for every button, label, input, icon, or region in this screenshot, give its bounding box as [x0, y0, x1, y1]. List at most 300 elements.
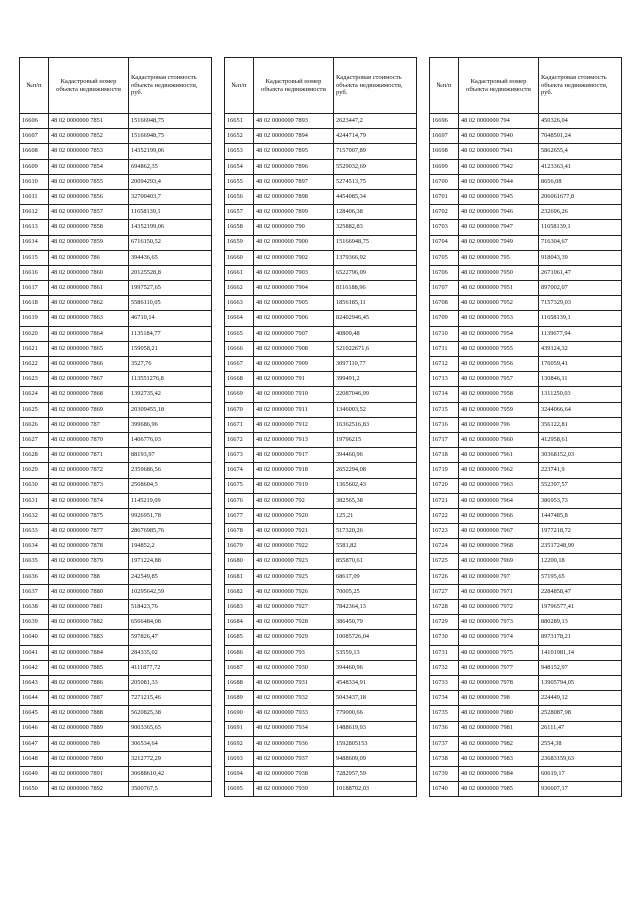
cell-num: 16722 [430, 508, 459, 523]
table-row [20, 736, 212, 751]
cell-cadastral-value: 224449,12 [539, 691, 622, 706]
cell-num: 16706 [430, 265, 459, 280]
cell-num: 16698 [430, 144, 459, 159]
table-row [225, 432, 417, 447]
table-row [20, 326, 212, 341]
cell-num: 16609 [20, 159, 49, 174]
table-row [430, 432, 622, 447]
cell-cadastral-value: 28676985,76 [129, 524, 212, 539]
table-row [430, 402, 622, 417]
cell-cadastral-value: 20309455,18 [129, 402, 212, 417]
table-row [225, 524, 417, 539]
table-row [225, 782, 417, 797]
cell-num: 16711 [430, 341, 459, 356]
cell-num: 16723 [430, 524, 459, 539]
cell-cadastral-value: 232696,26 [539, 205, 622, 220]
table-row [225, 281, 417, 296]
cell-cadastral-number: 48 02 0000000 7891 [49, 767, 129, 782]
table-row [430, 129, 622, 144]
table-row [430, 311, 622, 326]
cell-cadastral-number: 48 02 0000000 7896 [254, 159, 334, 174]
cell-num: 16721 [430, 493, 459, 508]
cell-cadastral-value: 918043,39 [539, 250, 622, 265]
cell-cadastral-number: 48 02 0000000 7868 [49, 387, 129, 402]
cell-cadastral-value: 1592805153 [334, 736, 417, 751]
cell-cadastral-value: 1856185,11 [334, 296, 417, 311]
cell-cadastral-number: 48 02 0000000 7974 [459, 630, 539, 645]
cell-cadastral-number: 48 02 0000000 7939 [254, 782, 334, 797]
cell-cadastral-value: 4454085,34 [334, 189, 417, 204]
table-row [20, 539, 212, 554]
cell-cadastral-number: 48 02 0000000 7899 [254, 205, 334, 220]
cell-cadastral-number: 48 02 0000000 7878 [49, 539, 129, 554]
table-row [20, 645, 212, 660]
cell-cadastral-value: 3527,76 [129, 357, 212, 372]
table-row [225, 417, 417, 432]
cell-cadastral-value: 22087046,99 [334, 387, 417, 402]
cell-cadastral-value: 6566484,08 [129, 615, 212, 630]
cell-cadastral-value: 53559,13 [334, 645, 417, 660]
cell-cadastral-value: 855870,61 [334, 554, 417, 569]
cell-cadastral-number: 48 02 0000000 787 [49, 417, 129, 432]
cell-cadastral-value: 1346003,52 [334, 402, 417, 417]
table-row [430, 508, 622, 523]
cell-cadastral-number: 48 02 0000000 7893 [254, 114, 334, 129]
table-row [430, 341, 622, 356]
cell-cadastral-value: 1392735,42 [129, 387, 212, 402]
cell-num: 16625 [20, 402, 49, 417]
table-row [225, 205, 417, 220]
table-row [20, 691, 212, 706]
cell-cadastral-number: 48 02 0000000 7892 [49, 782, 129, 797]
cell-cadastral-value: 394460,96 [334, 660, 417, 675]
cell-cadastral-value: 6716150,52 [129, 235, 212, 250]
table-row [430, 265, 622, 280]
cell-cadastral-number: 48 02 0000000 7910 [254, 387, 334, 402]
cell-cadastral-value: 694862,35 [129, 159, 212, 174]
header-cadastral-value: Кадастровая стоимость объекта недвижимости, руб. [539, 58, 622, 114]
cell-cadastral-number: 48 02 0000000 7881 [49, 600, 129, 615]
cell-cadastral-value: 8116188,96 [334, 281, 417, 296]
cell-cadastral-value: 518423,76 [129, 600, 212, 615]
header-cadastral-number: Кадастровый номер объекта недвижимости [49, 58, 129, 114]
cell-cadastral-value: 57195,65 [539, 569, 622, 584]
cell-cadastral-value: 2284858,47 [539, 584, 622, 599]
cell-num: 16728 [430, 600, 459, 615]
cadastral-table-1 [19, 57, 212, 797]
cell-cadastral-value: 14352199,06 [129, 144, 212, 159]
cell-cadastral-number: 48 02 0000000 7862 [49, 296, 129, 311]
cell-num: 16620 [20, 326, 49, 341]
cell-num: 16647 [20, 736, 49, 751]
cell-cadastral-value: 19796215 [334, 432, 417, 447]
cell-cadastral-value: 7157329,03 [539, 296, 622, 311]
cell-cadastral-number: 48 02 0000000 786 [49, 250, 129, 265]
cell-cadastral-value: 386450,79 [334, 615, 417, 630]
cell-num: 16713 [430, 372, 459, 387]
cell-num: 16731 [430, 645, 459, 660]
table-row [225, 387, 417, 402]
table-row [20, 250, 212, 265]
cell-cadastral-number: 48 02 0000000 7877 [49, 524, 129, 539]
cell-cadastral-number: 48 02 0000000 7964 [459, 493, 539, 508]
table-row [430, 417, 622, 432]
cell-num: 16684 [225, 615, 254, 630]
table-row [430, 493, 622, 508]
cell-cadastral-number: 48 02 0000000 7956 [459, 357, 539, 372]
table-row [225, 751, 417, 766]
table-row [225, 402, 417, 417]
cell-cadastral-number: 48 02 0000000 790 [254, 220, 334, 235]
cell-cadastral-value: 5274513,75 [334, 174, 417, 189]
cell-cadastral-value: 11658139,1 [539, 311, 622, 326]
table-row [225, 448, 417, 463]
cell-cadastral-value: 399686,96 [129, 417, 212, 432]
table-row [20, 767, 212, 782]
table-row [20, 463, 212, 478]
cell-num: 16719 [430, 463, 459, 478]
cell-cadastral-value: 880289,13 [539, 615, 622, 630]
table-row [430, 660, 622, 675]
cell-cadastral-number: 48 02 0000000 7941 [459, 144, 539, 159]
cell-cadastral-number: 48 02 0000000 7852 [49, 129, 129, 144]
cell-num: 16734 [430, 691, 459, 706]
cell-cadastral-value: 5529032,69 [334, 159, 417, 174]
cell-cadastral-number: 48 02 0000000 794 [459, 114, 539, 129]
cell-cadastral-value: 2652294,08 [334, 463, 417, 478]
cell-cadastral-number: 48 02 0000000 7955 [459, 341, 539, 356]
cell-cadastral-number: 48 02 0000000 7863 [49, 311, 129, 326]
cell-num: 16633 [20, 524, 49, 539]
cell-cadastral-value: 5862655,4 [539, 144, 622, 159]
cell-cadastral-value: 60619,17 [539, 767, 622, 782]
cell-num: 16729 [430, 615, 459, 630]
cadastral-table-3 [429, 57, 622, 797]
cell-num: 16675 [225, 478, 254, 493]
cell-cadastral-number: 48 02 0000000 7958 [459, 387, 539, 402]
cell-num: 16639 [20, 615, 49, 630]
cell-cadastral-value: 40809,48 [334, 326, 417, 341]
cell-cadastral-number: 48 02 0000000 7920 [254, 508, 334, 523]
header-cadastral-number: Кадастровый номер объекта недвижимости [254, 58, 334, 114]
cell-cadastral-number: 48 02 0000000 7968 [459, 539, 539, 554]
cell-num: 16689 [225, 691, 254, 706]
cell-cadastral-value: 284335,02 [129, 645, 212, 660]
cell-num: 16669 [225, 387, 254, 402]
cell-cadastral-number: 48 02 0000000 7929 [254, 630, 334, 645]
cell-cadastral-value: 32700403,7 [129, 189, 212, 204]
cell-cadastral-number: 48 02 0000000 7919 [254, 478, 334, 493]
cell-cadastral-value: 1997527,65 [129, 281, 212, 296]
cell-cadastral-value: 205081,33 [129, 675, 212, 690]
table-row [20, 311, 212, 326]
cell-num: 16720 [430, 478, 459, 493]
table-row [430, 615, 622, 630]
cell-cadastral-number: 48 02 0000000 7921 [254, 524, 334, 539]
cell-cadastral-number: 48 02 0000000 7938 [254, 767, 334, 782]
cell-num: 16736 [430, 721, 459, 736]
cell-num: 16630 [20, 478, 49, 493]
cell-cadastral-number: 48 02 0000000 795 [459, 250, 539, 265]
cell-cadastral-value: 82402946,45 [334, 311, 417, 326]
cell-num: 16709 [430, 311, 459, 326]
cell-cadastral-number: 48 02 0000000 7853 [49, 144, 129, 159]
cell-num: 16662 [225, 281, 254, 296]
cell-cadastral-value: 5043437,18 [334, 691, 417, 706]
cell-cadastral-value: 46710,14 [129, 311, 212, 326]
cell-cadastral-number: 48 02 0000000 7879 [49, 554, 129, 569]
cell-cadastral-number: 48 02 0000000 7967 [459, 524, 539, 539]
table-row [225, 508, 417, 523]
table-row [20, 660, 212, 675]
header-row [20, 58, 212, 114]
cell-num: 16627 [20, 432, 49, 447]
cell-num: 16610 [20, 174, 49, 189]
table-row [225, 357, 417, 372]
table-row [430, 296, 622, 311]
cell-cadastral-number: 48 02 0000000 791 [254, 372, 334, 387]
table-row [20, 584, 212, 599]
table-row [20, 281, 212, 296]
cell-cadastral-number: 48 02 0000000 7895 [254, 144, 334, 159]
table-row [20, 129, 212, 144]
table-row [20, 721, 212, 736]
cell-num: 16740 [430, 782, 459, 797]
table-row [20, 493, 212, 508]
cell-cadastral-number: 48 02 0000000 7858 [49, 220, 129, 235]
cell-cadastral-number: 48 02 0000000 7975 [459, 645, 539, 660]
cell-cadastral-number: 48 02 0000000 7864 [49, 326, 129, 341]
table-row [20, 235, 212, 250]
cell-num: 16703 [430, 220, 459, 235]
cell-cadastral-value: 552397,57 [539, 478, 622, 493]
cell-cadastral-value: 9488609,09 [334, 751, 417, 766]
cell-cadastral-value: 936607,17 [539, 782, 622, 797]
cell-cadastral-value: 2528087,98 [539, 706, 622, 721]
cell-cadastral-number: 48 02 0000000 7961 [459, 448, 539, 463]
cell-num: 16650 [20, 782, 49, 797]
cell-cadastral-value: 948152,97 [539, 660, 622, 675]
cell-num: 16645 [20, 706, 49, 721]
cell-cadastral-value: 1145219,09 [129, 493, 212, 508]
cell-num: 16619 [20, 311, 49, 326]
cell-num: 16682 [225, 584, 254, 599]
cell-num: 16614 [20, 235, 49, 250]
table-row [225, 478, 417, 493]
cell-cadastral-number: 48 02 0000000 7904 [254, 281, 334, 296]
cell-num: 16641 [20, 645, 49, 660]
header-num: №п/п [225, 58, 254, 114]
cell-num: 16677 [225, 508, 254, 523]
header-row [225, 58, 417, 114]
cell-cadastral-number: 48 02 0000000 7917 [254, 448, 334, 463]
cell-cadastral-number: 48 02 0000000 7983 [459, 751, 539, 766]
cell-num: 16615 [20, 250, 49, 265]
cell-cadastral-number: 48 02 0000000 7937 [254, 751, 334, 766]
table-row [20, 189, 212, 204]
cell-cadastral-number: 48 02 0000000 7889 [49, 721, 129, 736]
table-row [20, 220, 212, 235]
cell-cadastral-number: 48 02 0000000 7890 [49, 751, 129, 766]
cell-num: 16628 [20, 448, 49, 463]
table-row [225, 463, 417, 478]
cell-cadastral-value: 2671061,47 [539, 265, 622, 280]
cell-num: 16708 [430, 296, 459, 311]
table-row [430, 448, 622, 463]
cell-num: 16717 [430, 432, 459, 447]
table-row [20, 615, 212, 630]
table-row [225, 311, 417, 326]
cell-cadastral-number: 48 02 0000000 797 [459, 569, 539, 584]
cell-cadastral-number: 48 02 0000000 7942 [459, 159, 539, 174]
cell-cadastral-number: 48 02 0000000 7951 [459, 281, 539, 296]
table-row [20, 782, 212, 797]
cell-num: 16733 [430, 675, 459, 690]
cell-num: 16649 [20, 767, 49, 782]
cell-cadastral-value: 9003365,65 [129, 721, 212, 736]
cell-cadastral-number: 48 02 0000000 7874 [49, 493, 129, 508]
table-row [20, 675, 212, 690]
cell-num: 16724 [430, 539, 459, 554]
cell-num: 16622 [20, 357, 49, 372]
table-row [20, 478, 212, 493]
cell-num: 16700 [430, 174, 459, 189]
table-row [430, 554, 622, 569]
cell-cadastral-number: 48 02 0000000 7894 [254, 129, 334, 144]
table-row [430, 114, 622, 129]
table-row [225, 736, 417, 751]
cell-cadastral-number: 48 02 0000000 7971 [459, 584, 539, 599]
table-row [20, 524, 212, 539]
cell-cadastral-value: 4111877,72 [129, 660, 212, 675]
table-row [225, 691, 417, 706]
cell-cadastral-value: 412958,61 [539, 432, 622, 447]
cell-cadastral-number: 48 02 0000000 7859 [49, 235, 129, 250]
cell-cadastral-value: 399491,2 [334, 372, 417, 387]
cell-num: 16631 [20, 493, 49, 508]
cell-num: 16668 [225, 372, 254, 387]
cell-cadastral-number: 48 02 0000000 7949 [459, 235, 539, 250]
cell-cadastral-number: 48 02 0000000 7973 [459, 615, 539, 630]
cell-cadastral-number: 48 02 0000000 7932 [254, 691, 334, 706]
cell-cadastral-number: 48 02 0000000 7860 [49, 265, 129, 280]
cell-num: 16737 [430, 736, 459, 751]
cell-cadastral-number: 48 02 0000000 7933 [254, 706, 334, 721]
cell-num: 16661 [225, 265, 254, 280]
table-row [430, 387, 622, 402]
table-row [20, 600, 212, 615]
cell-cadastral-number: 48 02 0000000 7946 [459, 205, 539, 220]
cell-cadastral-value: 23683159,63 [539, 751, 622, 766]
table-row [430, 751, 622, 766]
table-row [430, 281, 622, 296]
cell-num: 16727 [430, 584, 459, 599]
cell-cadastral-number: 48 02 0000000 7963 [459, 478, 539, 493]
cell-num: 16702 [430, 205, 459, 220]
cell-cadastral-number: 48 02 0000000 7885 [49, 660, 129, 675]
table-row [20, 554, 212, 569]
cell-cadastral-number: 48 02 0000000 792 [254, 493, 334, 508]
cell-cadastral-number: 48 02 0000000 7871 [49, 448, 129, 463]
cell-num: 16663 [225, 296, 254, 311]
cadastral-table-2 [224, 57, 417, 797]
cell-num: 16638 [20, 600, 49, 615]
cell-num: 16685 [225, 630, 254, 645]
table-row [225, 554, 417, 569]
cell-cadastral-number: 48 02 0000000 7954 [459, 326, 539, 341]
cell-cadastral-value: 6522796,09 [334, 265, 417, 280]
cell-cadastral-number: 48 02 0000000 7880 [49, 584, 129, 599]
cell-num: 16726 [430, 569, 459, 584]
table-row [430, 144, 622, 159]
cell-cadastral-value: 125,21 [334, 508, 417, 523]
cell-num: 16652 [225, 129, 254, 144]
cell-cadastral-number: 48 02 0000000 7966 [459, 508, 539, 523]
cell-cadastral-number: 48 02 0000000 7944 [459, 174, 539, 189]
cell-cadastral-number: 48 02 0000000 7936 [254, 736, 334, 751]
cell-cadastral-value: 1365602,43 [334, 478, 417, 493]
table-row [225, 660, 417, 675]
cell-num: 16714 [430, 387, 459, 402]
cell-cadastral-value: 159058,21 [129, 341, 212, 356]
header-cadastral-value: Кадастровая стоимость объекта недвижимости, руб. [334, 58, 417, 114]
cell-cadastral-number: 48 02 0000000 7867 [49, 372, 129, 387]
cell-cadastral-value: 3244066,64 [539, 402, 622, 417]
table-row [430, 220, 622, 235]
table-row [225, 675, 417, 690]
cell-cadastral-value: 517320,26 [334, 524, 417, 539]
cell-num: 16621 [20, 341, 49, 356]
cell-cadastral-number: 48 02 0000000 7912 [254, 417, 334, 432]
cell-cadastral-value: 716304,67 [539, 235, 622, 250]
cell-cadastral-number: 48 02 0000000 7962 [459, 463, 539, 478]
cell-cadastral-value: 14101981,14 [539, 645, 622, 660]
cell-num: 16699 [430, 159, 459, 174]
table-row [20, 569, 212, 584]
cell-cadastral-value: 4548334,91 [334, 675, 417, 690]
cell-num: 16705 [430, 250, 459, 265]
cell-cadastral-number: 48 02 0000000 7957 [459, 372, 539, 387]
cell-num: 16606 [20, 114, 49, 129]
cell-cadastral-number: 48 02 0000000 793 [254, 645, 334, 660]
cell-cadastral-value: 382565,38 [334, 493, 417, 508]
table-row [430, 463, 622, 478]
cell-cadastral-number: 48 02 0000000 7953 [459, 311, 539, 326]
cell-cadastral-number: 48 02 0000000 7898 [254, 189, 334, 204]
cell-cadastral-value: 11658139,1 [539, 220, 622, 235]
cell-cadastral-number: 48 02 0000000 7875 [49, 508, 129, 523]
cell-cadastral-value: 88193,97 [129, 448, 212, 463]
cell-cadastral-number: 48 02 0000000 7984 [459, 767, 539, 782]
cell-cadastral-number: 48 02 0000000 7869 [49, 402, 129, 417]
table-row [20, 357, 212, 372]
cell-cadastral-value: 1406776,03 [129, 432, 212, 447]
cell-num: 16666 [225, 341, 254, 356]
table-row [430, 250, 622, 265]
cell-num: 16656 [225, 189, 254, 204]
cell-num: 16686 [225, 645, 254, 660]
cell-cadastral-value: 897002,07 [539, 281, 622, 296]
cell-cadastral-number: 48 02 0000000 7947 [459, 220, 539, 235]
cell-cadastral-value: 11658139,1 [129, 205, 212, 220]
cell-cadastral-number: 48 02 0000000 7902 [254, 250, 334, 265]
cell-num: 16670 [225, 402, 254, 417]
table-row [430, 782, 622, 797]
cell-num: 16616 [20, 265, 49, 280]
cell-cadastral-value: 10295642,59 [129, 584, 212, 599]
cell-num: 16687 [225, 660, 254, 675]
cell-cadastral-number: 48 02 0000000 7854 [49, 159, 129, 174]
